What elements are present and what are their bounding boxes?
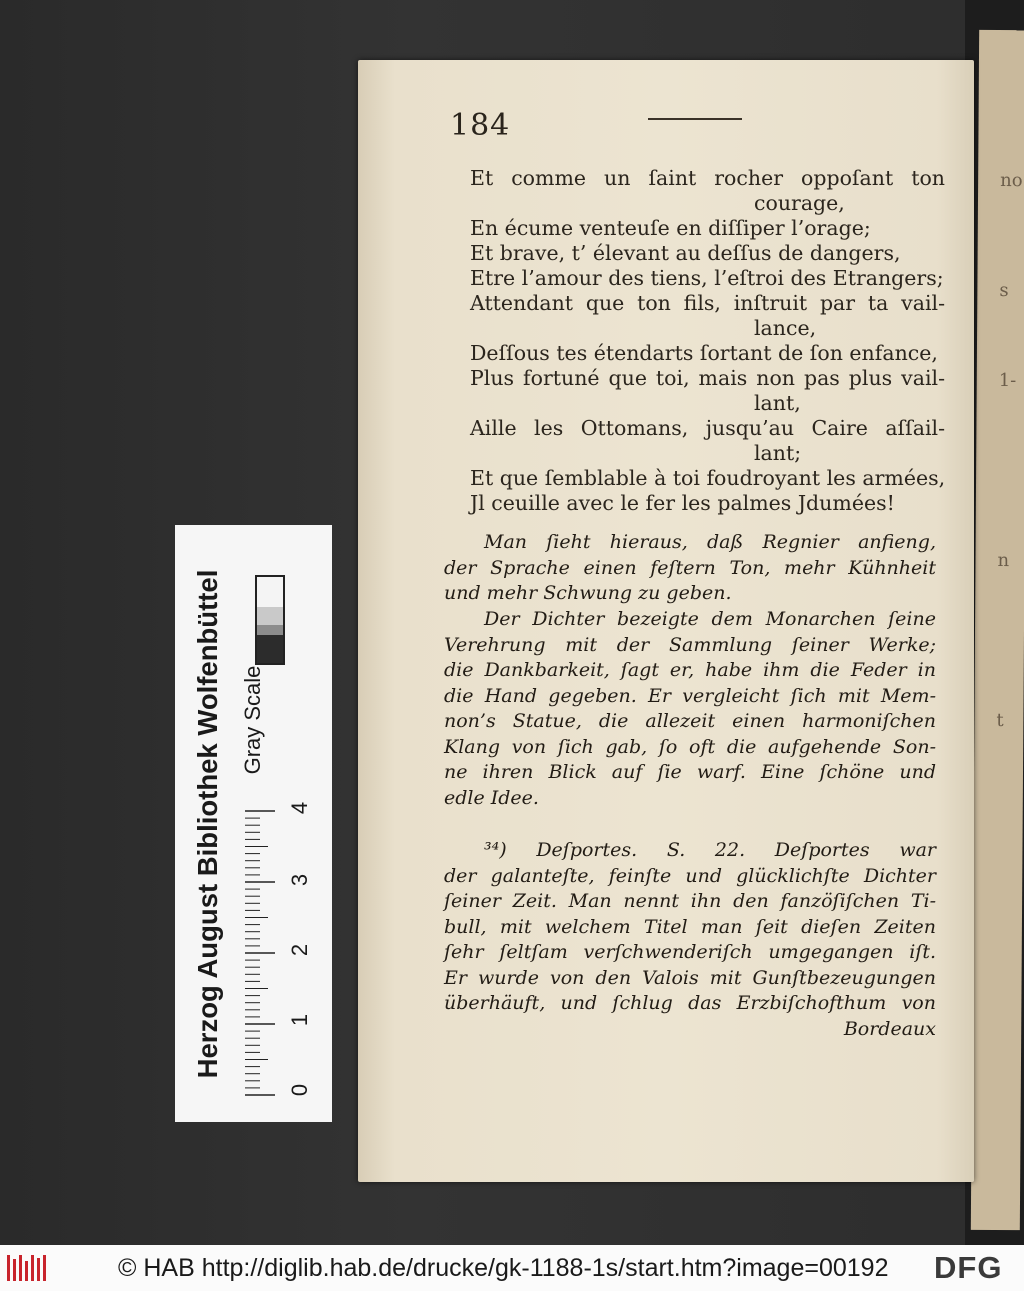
text-line: bull, mit welchem Titel man ſeit dieſen Zeiten [444, 915, 936, 938]
dfg-logo: DFG [934, 1250, 1003, 1285]
text-line: die Hand gegeben. Er vergleicht ſich mit Mem- [444, 684, 936, 707]
verse-line: Attendant que ton fils, inſtruit par ta vail- [470, 291, 945, 315]
german-paragraph-1 [444, 530, 936, 607]
french-verse [470, 166, 945, 516]
verse-line: Etre l’amour des tiens, l’eſtroi des Etrangers; [470, 266, 944, 290]
ruler-number: 3 [287, 873, 312, 887]
ruler-number: 4 [287, 801, 312, 815]
text-line: die Dankbarkeit, ſagt er, habe ihm die Feder in [444, 659, 936, 681]
text-line: und mehr Schwung zu geben. [444, 582, 732, 604]
verse-line: lant; [754, 441, 802, 465]
verse-line: lance, [754, 316, 817, 340]
verse-line: Et que ſemblable à toi foudroyant les armées, [470, 466, 946, 490]
text-line: ne ihren Blick auf ſie warf. Eine ſchöne und [444, 761, 936, 783]
text-line: edle Idee. [444, 786, 539, 809]
text-line: der Sprache einen feſtern Ton, mehr Kühnheit [444, 556, 936, 579]
gray-swatch [257, 607, 283, 625]
verse-line: En écume venteuſe en diſſiper l’orage; [470, 216, 871, 240]
text-line: Verehrung mit der Sammlung ſeiner Werke; [444, 633, 936, 656]
text-line: ſeiner Zeit. Man nennt ihn den fanzöſiſchen Ti- [444, 890, 936, 912]
verse-line: courage, [754, 191, 845, 215]
copyright-url: © HAB http://diglib.hab.de/drucke/gk-1188-1s/start.htm?image=00192 [118, 1254, 889, 1282]
gray-swatch [257, 635, 283, 663]
page-number: 184 [450, 108, 511, 143]
text-line: Der Dichter bezeigte dem Monarchen ſeine [484, 608, 936, 630]
gray-swatch [257, 577, 283, 607]
footer-bar [0, 1245, 1024, 1291]
text-line: Er wurde von den Valois mit Gunſtbezeugungen [444, 966, 936, 989]
catchword: Bordeaux [843, 1017, 936, 1040]
text-line: ³⁴) Deſportes. S. 22. Deſportes war [484, 839, 936, 861]
ruler-ticks [240, 800, 280, 1100]
german-paragraph-2 [444, 607, 936, 811]
ruler-number: 1 [287, 1013, 312, 1027]
text-line: Klang von ſich gab, ſo oft die aufgehende Son- [444, 735, 936, 758]
german-paragraph-3 [444, 838, 936, 1042]
verse-line: Aille les Ottomans, jusqu’au Caire aſſail- [470, 416, 945, 440]
verse-line: Plus fortuné que toi, mais non pas plus vail- [470, 366, 945, 390]
verse-line: Et brave, t’ élevant au deſſus de dangers, [470, 241, 901, 265]
verse-line: Deſſous tes étendarts ſortant de ſon enfance, [470, 341, 938, 365]
text-line: non’s Statue, die allezeit einen harmoniſchen [444, 710, 936, 732]
verse-line: Jl ceuille avec le fer les palmes Jdumées! [470, 491, 895, 515]
text-line: überhäuft, und ſchlug das Erzbiſchofthum von [444, 992, 936, 1014]
text-line: Man ſieht hieraus, daß Regnier anfieng, [484, 531, 936, 553]
verse-line: lant, [754, 391, 801, 415]
gray-swatch [257, 625, 283, 635]
header-rule [648, 118, 742, 120]
verse-line: Et comme un ſaint rocher oppoſant ton [470, 166, 945, 190]
adjacent-page-edge: no s 1- n t [971, 30, 1024, 1230]
text-line: ſehr ſeltſam verſchwenderiſch umgegangen iſt. [444, 941, 936, 963]
text-line: der galanteſte, feinſte und glücklichſte Dichter [444, 864, 936, 887]
gray-scale-swatches [255, 575, 285, 665]
gray-scale-label: Gray Scale [240, 665, 265, 775]
ruler-number: 0 [287, 1083, 312, 1097]
ruler-number: 2 [287, 943, 312, 957]
library-name: Herzog August Bibliothek Wolfenbüttel [192, 569, 223, 1079]
hab-logo-icon [6, 1253, 48, 1283]
